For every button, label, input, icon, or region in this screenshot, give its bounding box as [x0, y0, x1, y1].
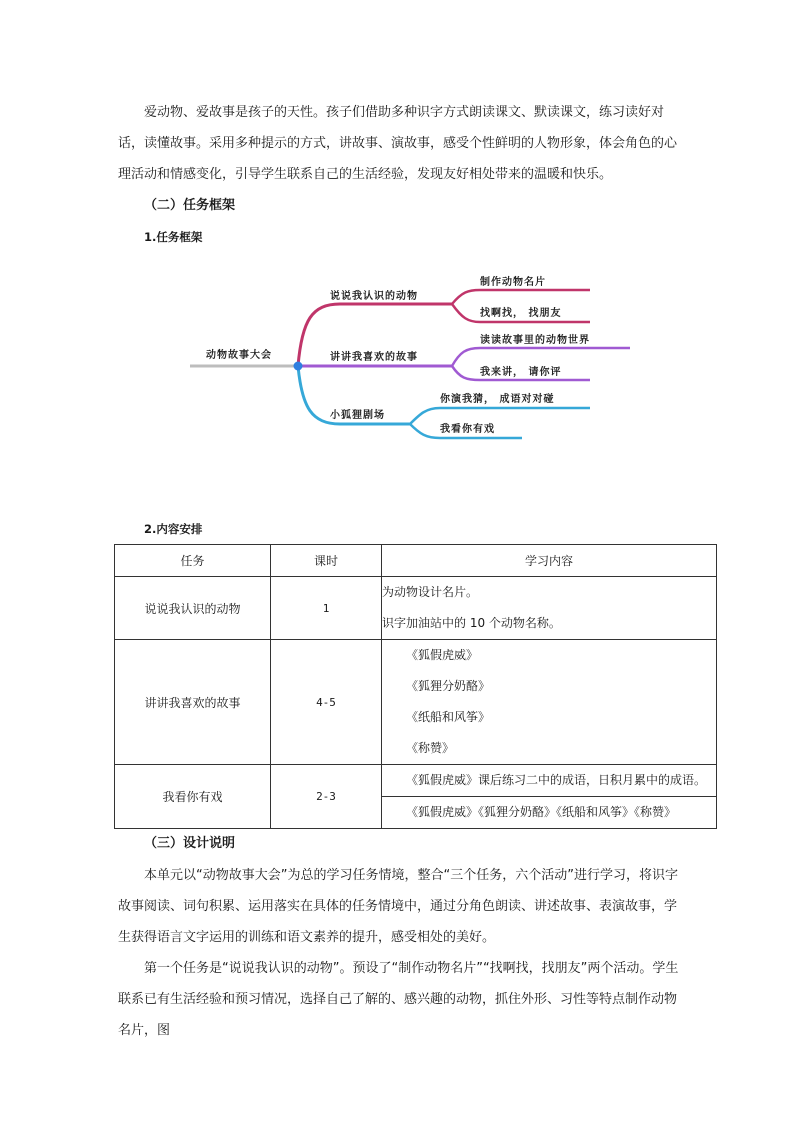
- design-paragraph-1: 本单元以“动物故事大会”为总的学习任务情境，整合“三个任务，六个活动”进行学习，将识字故事阅读、词句积累、运用落实在具体的任务情境中，通过分角色朗读、讲述故事、表演故事，学生获得语言文字运用的训练和语文素养的提升，感受相处的美好。: [118, 868, 678, 945]
- mindmap-branch-3-label: 小狐狸剧场: [330, 410, 385, 421]
- table-row: [115, 577, 717, 640]
- content-line: 《纸船和风筝》: [406, 710, 491, 724]
- table-cell-hours: 1: [271, 577, 382, 640]
- table-cell-hours: 2-3: [271, 765, 382, 829]
- mindmap-branch-2-child-1: 读读故事里的动物世界: [480, 335, 590, 346]
- design-paragraph-2: 第一个任务是“说说我认识的动物”。预设了“制作动物名片”“找啊找，找朋友”两个活动。学生联系已有生活经验和预习情况，选择自己了解的、感兴趣的动物，抓住外形、习性等特点制作动物名片，图: [118, 961, 679, 1038]
- mindmap-branch-1-label: 说说我认识的动物: [330, 291, 418, 302]
- table-cell-task: 我看你有戏: [115, 765, 271, 829]
- mindmap-root-label: 动物故事大会: [206, 350, 272, 361]
- mindmap-branch-1-child-2: 找啊找， 找朋友: [480, 308, 562, 319]
- table-cell-content: [382, 577, 717, 640]
- mindmap-branch-3-child-2: 我看你有戏: [440, 424, 495, 435]
- branch-1-child-1-curve: [452, 290, 590, 304]
- intro-paragraph: 爱动物、爱故事是孩子的天性。孩子们借助多种识字方式朗读课文、默读课文，练习读好对话，读懂故事。采用多种提示的方式，讲故事、演故事，感受个性鲜明的人物形象，体会角色的心理活动和情感变化，引导学生联系自己的生活经验，发现友好相处带来的温暖和快乐。: [118, 105, 678, 182]
- mindmap-branch-2-label: 讲讲我喜欢的故事: [330, 352, 418, 363]
- table-row: [115, 640, 717, 765]
- table-cell-content: [382, 640, 717, 765]
- content-line: 为动物设计名片。: [382, 585, 479, 599]
- content-line: 《狐假虎威》《狐狸分奶酪》《纸船和风筝》《称赞》: [406, 805, 677, 819]
- mindmap-branch-1-child-1: 制作动物名片: [480, 277, 546, 288]
- section-heading-task-framework: （二）任务框架: [144, 198, 236, 213]
- content-line: 《狐假虎威》课后练习二中的成语，日积月累中的成语。: [406, 773, 707, 787]
- mindmap-branch-3-child-1: 你演我猜， 成语对对碰: [440, 394, 555, 405]
- root-node-dot: [294, 362, 303, 371]
- table-header-task: 任务: [115, 545, 271, 577]
- table-cell-task: 说说我认识的动物: [115, 577, 271, 640]
- content-arrangement-table: [114, 544, 717, 829]
- subheading-content-arrangement: 2.内容安排: [144, 522, 203, 536]
- subheading-task-framework: 1.任务框架: [144, 230, 203, 244]
- section-heading-design-notes: （三）设计说明: [144, 836, 236, 851]
- content-line: 《狐狸分奶酪》: [406, 679, 491, 693]
- content-line: 识字加油站中的 10 个动物名称。: [382, 616, 561, 630]
- branch-2-child-1-curve: [452, 348, 630, 366]
- table-cell-content: [382, 797, 717, 829]
- table-header-content: 学习内容: [382, 545, 717, 577]
- table-row: [115, 765, 717, 797]
- table-header-row: [115, 545, 717, 577]
- table-header-hours: 课时: [271, 545, 382, 577]
- content-line: 《称赞》: [406, 741, 455, 755]
- table-cell-hours: 4-5: [271, 640, 382, 765]
- mindmap-branch-2-child-2: 我来讲， 请你评: [480, 367, 562, 378]
- content-line: 《狐假虎威》: [406, 648, 479, 662]
- branch-3-child-1-curve: [410, 408, 590, 424]
- table-cell-task: 讲讲我喜欢的故事: [115, 640, 271, 765]
- table-cell-content: [382, 765, 717, 797]
